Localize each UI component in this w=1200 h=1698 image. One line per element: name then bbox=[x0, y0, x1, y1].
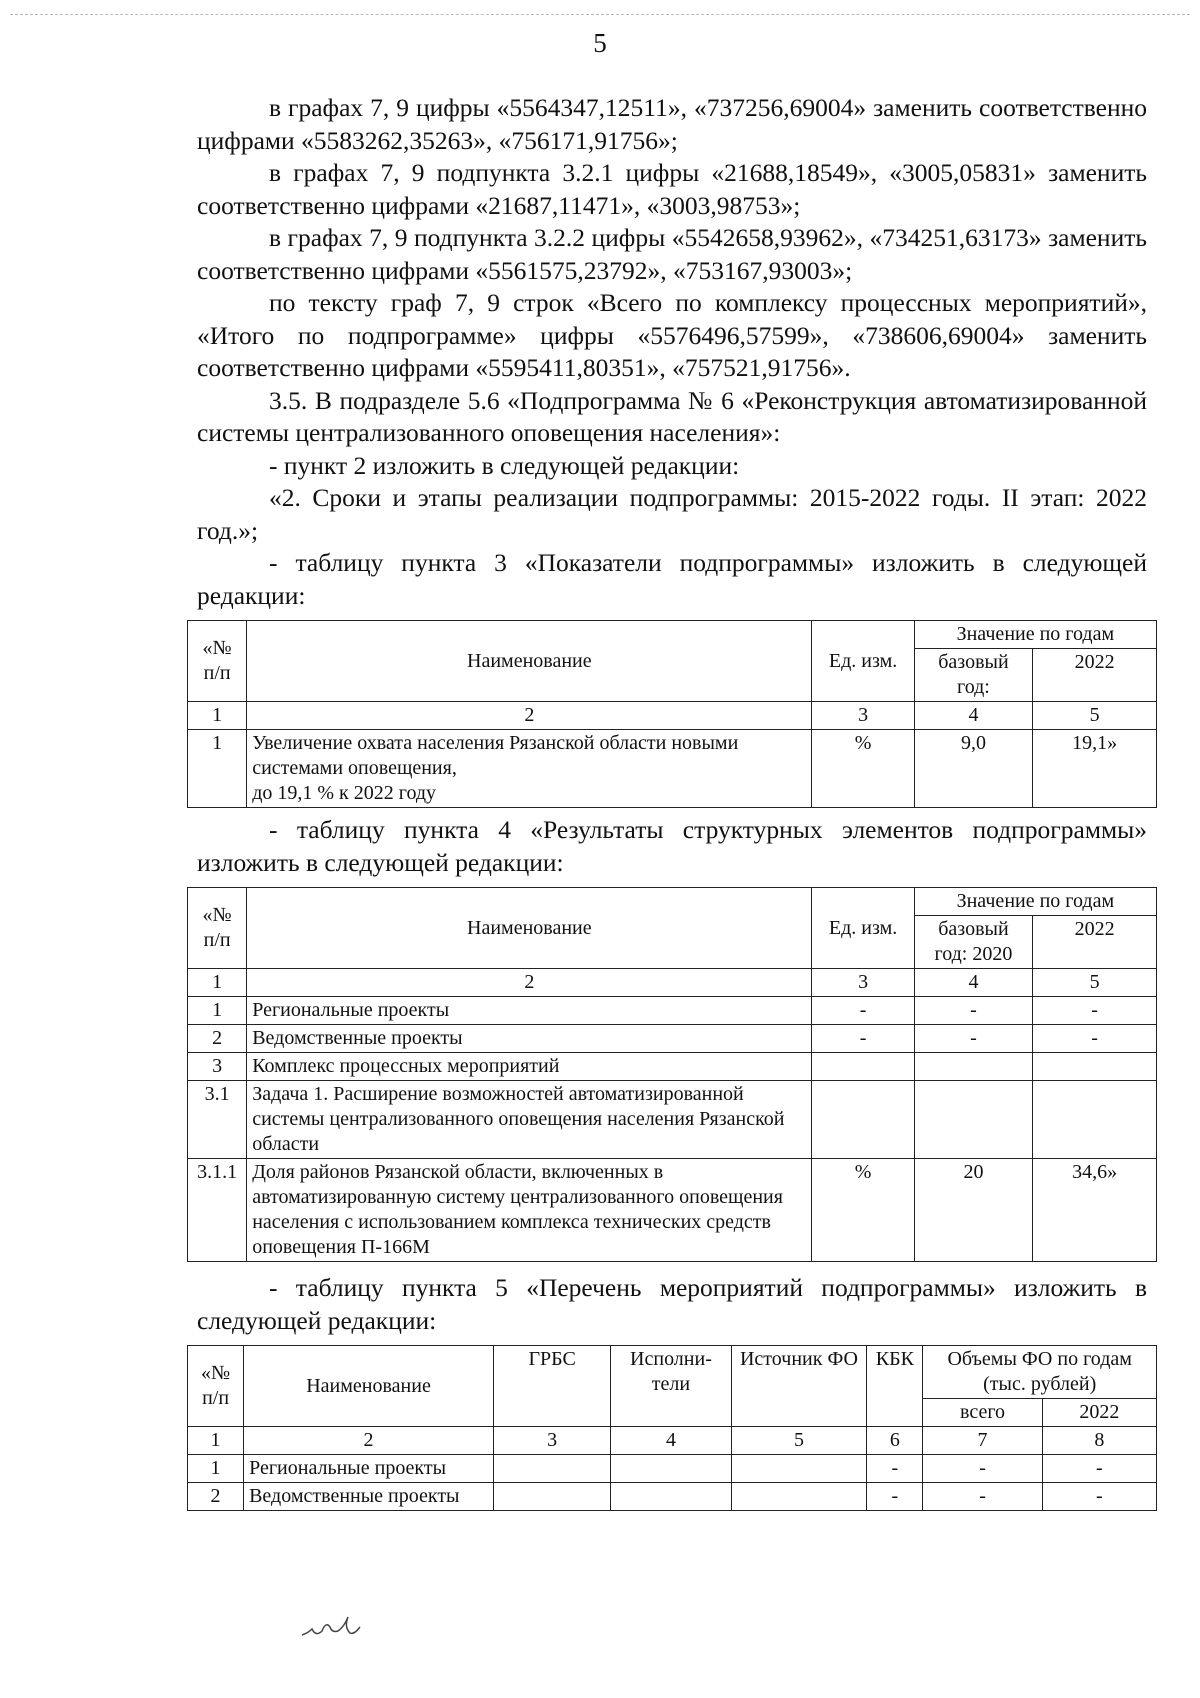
page-number: 5 bbox=[593, 28, 607, 58]
measures-table bbox=[187, 1345, 1157, 1511]
header-num: «№ п/п bbox=[188, 888, 247, 969]
paragraph-7: «2. Сроки и этапы реализации подпрограммы: 2015-2022 годы. II этап: 2022 год.»; bbox=[197, 483, 1147, 545]
row-name: Увеличение охвата населения Рязанской области новыми системами оповещения, до 19,1 % к 2022 году bbox=[247, 730, 812, 808]
header-unit: Ед. изм. bbox=[812, 621, 914, 702]
scan-edge-line bbox=[10, 14, 1190, 15]
paragraph-5: 3.5. В подразделе 5.6 «Подпрограмма № 6 «Реконструкция автоматизированной системы централизованного оповещения населения»: bbox=[197, 385, 1147, 447]
table-row: 3.1.1 Доля районов Рязанской области, включенных в автоматизированную систему централизованного оповещения населения с использованием комплекса технических средств оповещения П-166М % 20 34,6» bbox=[188, 1159, 1157, 1262]
header-base-year: базовый год: bbox=[914, 649, 1032, 702]
header-kbk: КБК bbox=[867, 1346, 923, 1427]
table-row: 3 Комплекс процессных мероприятий bbox=[188, 1053, 1157, 1081]
paragraph-8: - таблицу пункта 3 «Показатели подпрограммы» изложить в следующей редакции: bbox=[197, 548, 1147, 610]
paragraph-table3: - таблицу пункта 5 «Перечень мероприятий подпрограммы» изложить в следующей редакции: bbox=[197, 1273, 1147, 1335]
paragraph-table2: - таблицу пункта 4 «Результаты структурных элементов подпрограммы» изложить в следующей редакции: bbox=[197, 815, 1147, 877]
indicators-table bbox=[187, 620, 1157, 808]
header-values-by-year: Значение по годам bbox=[914, 888, 1156, 916]
table-row: 1 Увеличение охвата населения Рязанской области новыми системами оповещения, до 19,1 % к 2022 году % 9,0 19,1» bbox=[188, 730, 1157, 808]
results-table bbox=[187, 887, 1157, 1262]
header-name: Наименование bbox=[247, 888, 812, 969]
header-grbs: ГРБС bbox=[493, 1346, 610, 1427]
table-row: 2 Ведомственные проекты - - - bbox=[188, 1025, 1157, 1053]
header-year: 2022 bbox=[1033, 649, 1157, 702]
header-year: 2022 bbox=[1033, 916, 1157, 969]
table-row: 1 Региональные проекты - - - bbox=[188, 1455, 1157, 1483]
index-row: 1 2 3 4 5 bbox=[188, 702, 1157, 730]
paragraph-6: - пункт 2 изложить в следующей редакции: bbox=[269, 450, 740, 480]
header-name: Наименование bbox=[244, 1346, 494, 1427]
header-base-year: базовый год: 2020 bbox=[914, 916, 1032, 969]
header-volumes: Объемы ФО по годам (тыс. рублей) bbox=[923, 1346, 1157, 1399]
header-name: Наименование bbox=[247, 621, 812, 702]
index-row: 1 2 3 4 5 6 7 8 bbox=[188, 1427, 1157, 1455]
document-body bbox=[197, 92, 1147, 1511]
table-row: 2 Ведомственные проекты - - - bbox=[188, 1483, 1157, 1511]
handwritten-signature-mark bbox=[300, 1605, 370, 1651]
table-row: 1 Региональные проекты - - - bbox=[188, 997, 1157, 1025]
paragraph-1: в графах 7, 9 цифры «5564347,12511», «737256,69004» заменить соответственно цифрами «5583262,35263», «756171,91756»; bbox=[197, 93, 1147, 155]
table-row: 3.1 Задача 1. Расширение возможностей автоматизированной системы централизованного оповещения населения Рязанской области bbox=[188, 1081, 1157, 1159]
header-executors: Исполни-тели bbox=[611, 1346, 731, 1427]
header-source: Источник ФО bbox=[731, 1346, 867, 1427]
index-row: 1 2 3 4 5 bbox=[188, 969, 1157, 997]
paragraph-4: по тексту граф 7, 9 строк «Всего по комплексу процессных мероприятий», «Итого по подпрограмме» цифры «5576496,57599», «738606,69004» заменить соответственно цифрами «5595411,80351», «757521,91756». bbox=[197, 288, 1147, 382]
header-total: всего bbox=[923, 1399, 1042, 1427]
header-num: «№ п/п bbox=[188, 621, 247, 702]
paragraph-3: в графах 7, 9 подпункта 3.2.2 цифры «5542658,93962», «734251,63173» заменить соответственно цифрами «5561575,23792», «753167,93003»; bbox=[197, 223, 1147, 285]
header-unit: Ед. изм. bbox=[812, 888, 914, 969]
header-year: 2022 bbox=[1042, 1399, 1156, 1427]
header-values-by-year: Значение по годам bbox=[914, 621, 1156, 649]
header-num: «№ п/п bbox=[188, 1346, 244, 1427]
paragraph-2: в графах 7, 9 подпункта 3.2.1 цифры «21688,18549», «3005,05831» заменить соответственно цифрами «21687,11471», «3003,98753»; bbox=[197, 158, 1147, 220]
